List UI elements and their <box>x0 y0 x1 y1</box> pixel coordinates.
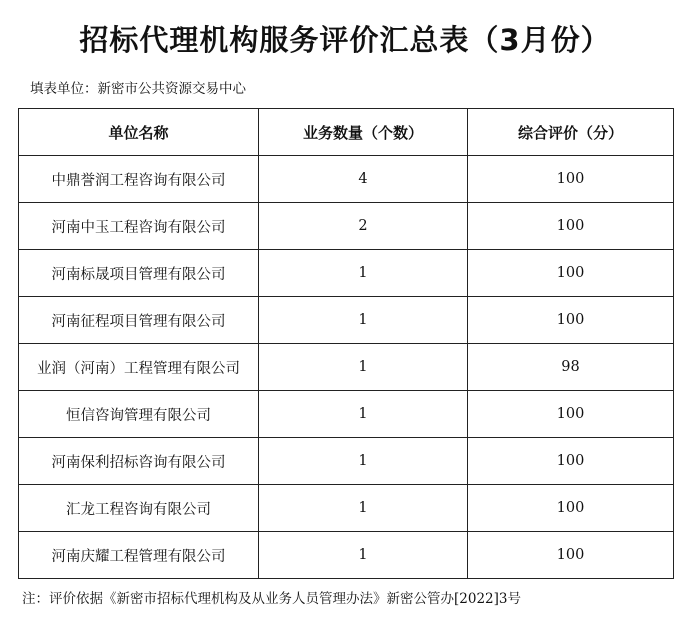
business-count: 1 <box>259 438 468 485</box>
score: 100 <box>468 532 674 579</box>
header-company: 单位名称 <box>19 109 259 156</box>
table-row <box>19 344 674 391</box>
business-count: 1 <box>259 485 468 532</box>
page-title: 招标代理机构服务评价汇总表（3月份） <box>79 23 611 57</box>
company-name: 河南征程项目管理有限公司 <box>19 297 259 344</box>
company-name: 汇龙工程咨询有限公司 <box>19 485 259 532</box>
table-row <box>19 485 674 532</box>
score: 100 <box>468 250 674 297</box>
business-count: 1 <box>259 297 468 344</box>
table-header-row <box>19 109 674 156</box>
score: 98 <box>468 344 674 391</box>
table-row <box>19 203 674 250</box>
score: 100 <box>468 156 674 203</box>
score: 100 <box>468 485 674 532</box>
score: 100 <box>468 297 674 344</box>
company-name: 河南庆耀工程管理有限公司 <box>19 532 259 579</box>
score: 100 <box>468 203 674 250</box>
company-name: 河南标晟项目管理有限公司 <box>19 250 259 297</box>
company-name: 恒信咨询管理有限公司 <box>19 391 259 438</box>
footnote: 注：评价依据《新密市招标代理机构及从业务人员管理办法》新密公管办[2022]3号 <box>22 591 521 607</box>
company-name: 河南中玉工程咨询有限公司 <box>19 203 259 250</box>
company-name: 河南保利招标咨询有限公司 <box>19 438 259 485</box>
table-row <box>19 297 674 344</box>
evaluation-table <box>18 108 674 579</box>
business-count: 1 <box>259 391 468 438</box>
business-count: 1 <box>259 344 468 391</box>
table-row <box>19 391 674 438</box>
company-name: 中鼎誉润工程咨询有限公司 <box>19 156 259 203</box>
business-count: 1 <box>259 532 468 579</box>
header-business-count: 业务数量（个数） <box>259 109 468 156</box>
business-count: 1 <box>259 250 468 297</box>
business-count: 4 <box>259 156 468 203</box>
table-row <box>19 250 674 297</box>
score: 100 <box>468 438 674 485</box>
table-row <box>19 438 674 485</box>
header-score: 综合评价（分） <box>468 109 674 156</box>
table-row <box>19 156 674 203</box>
filing-unit: 填表单位：新密市公共资源交易中心 <box>30 81 246 97</box>
business-count: 2 <box>259 203 468 250</box>
score: 100 <box>468 391 674 438</box>
company-name: 业润（河南）工程管理有限公司 <box>19 344 259 391</box>
table-row <box>19 532 674 579</box>
